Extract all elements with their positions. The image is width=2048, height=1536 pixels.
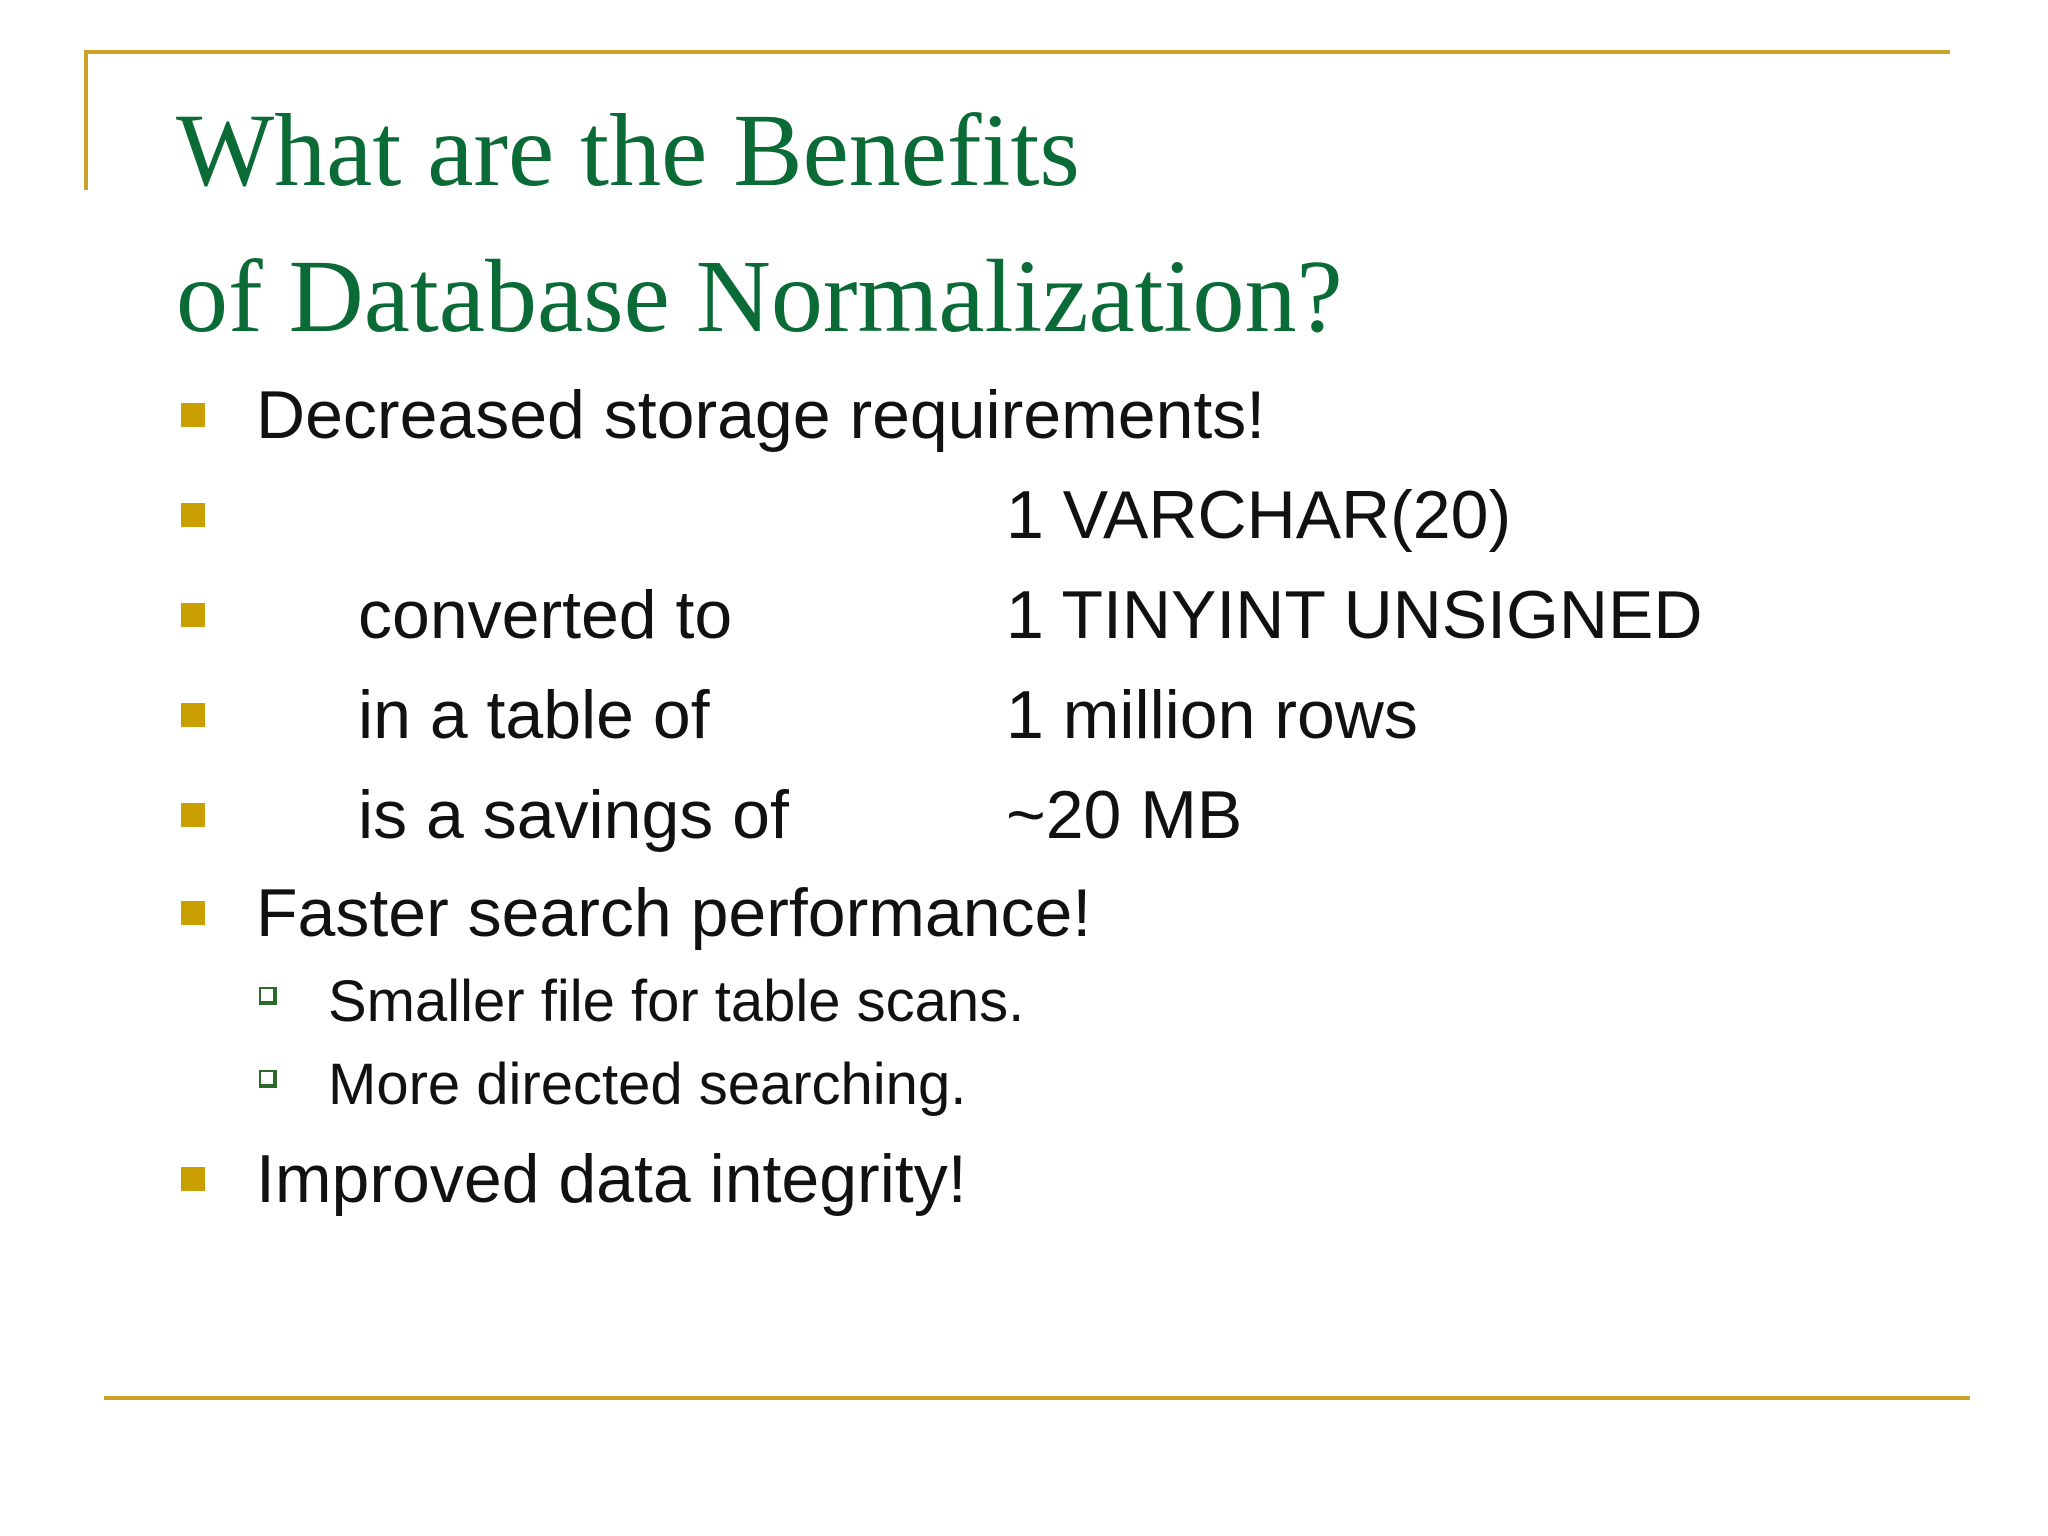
bullet-value: ~20 MB xyxy=(1006,777,1243,853)
square-bullet-icon xyxy=(181,703,205,727)
bullet-value: 1 VARCHAR(20) xyxy=(1006,477,1512,553)
square-bullet-icon xyxy=(181,403,205,427)
sub-bullet-text: More directed searching. xyxy=(328,1052,967,1117)
title-line-2: of Database Normalization? xyxy=(176,239,1343,354)
bullet-label: in a table of xyxy=(358,677,710,753)
bullet-item xyxy=(0,475,2048,555)
bullet-item xyxy=(0,675,2048,755)
bullet-item xyxy=(0,1139,2048,1219)
bullet-item xyxy=(0,775,2048,855)
bullet-label: is a savings of xyxy=(358,777,789,853)
sub-bullet-item xyxy=(0,967,2048,1037)
bullet-text: Faster search performance! xyxy=(256,875,1092,951)
bullet-item xyxy=(0,575,2048,655)
title-line-1: What are the Benefits xyxy=(176,93,1080,208)
bullet-value: 1 TINYINT UNSIGNED xyxy=(1006,577,1703,653)
square-bullet-icon xyxy=(181,503,205,527)
sub-bullet-text: Smaller file for table scans. xyxy=(328,969,1025,1034)
sub-bullet-item xyxy=(0,1050,2048,1120)
bottom-rule xyxy=(104,1396,1970,1400)
hollow-square-bullet-icon xyxy=(259,1070,277,1088)
bullet-text: Improved data integrity! xyxy=(256,1141,967,1217)
square-bullet-icon xyxy=(181,803,205,827)
bullet-label: converted to xyxy=(358,577,733,653)
square-bullet-icon xyxy=(181,1167,205,1191)
square-bullet-icon xyxy=(181,603,205,627)
square-bullet-icon xyxy=(181,901,205,925)
bullet-item xyxy=(0,375,2048,455)
bullet-text: Decreased storage requirements! xyxy=(256,377,1266,453)
bullet-item xyxy=(0,873,2048,953)
bullet-value: 1 million rows xyxy=(1006,677,1418,753)
hollow-square-bullet-icon xyxy=(259,987,277,1005)
